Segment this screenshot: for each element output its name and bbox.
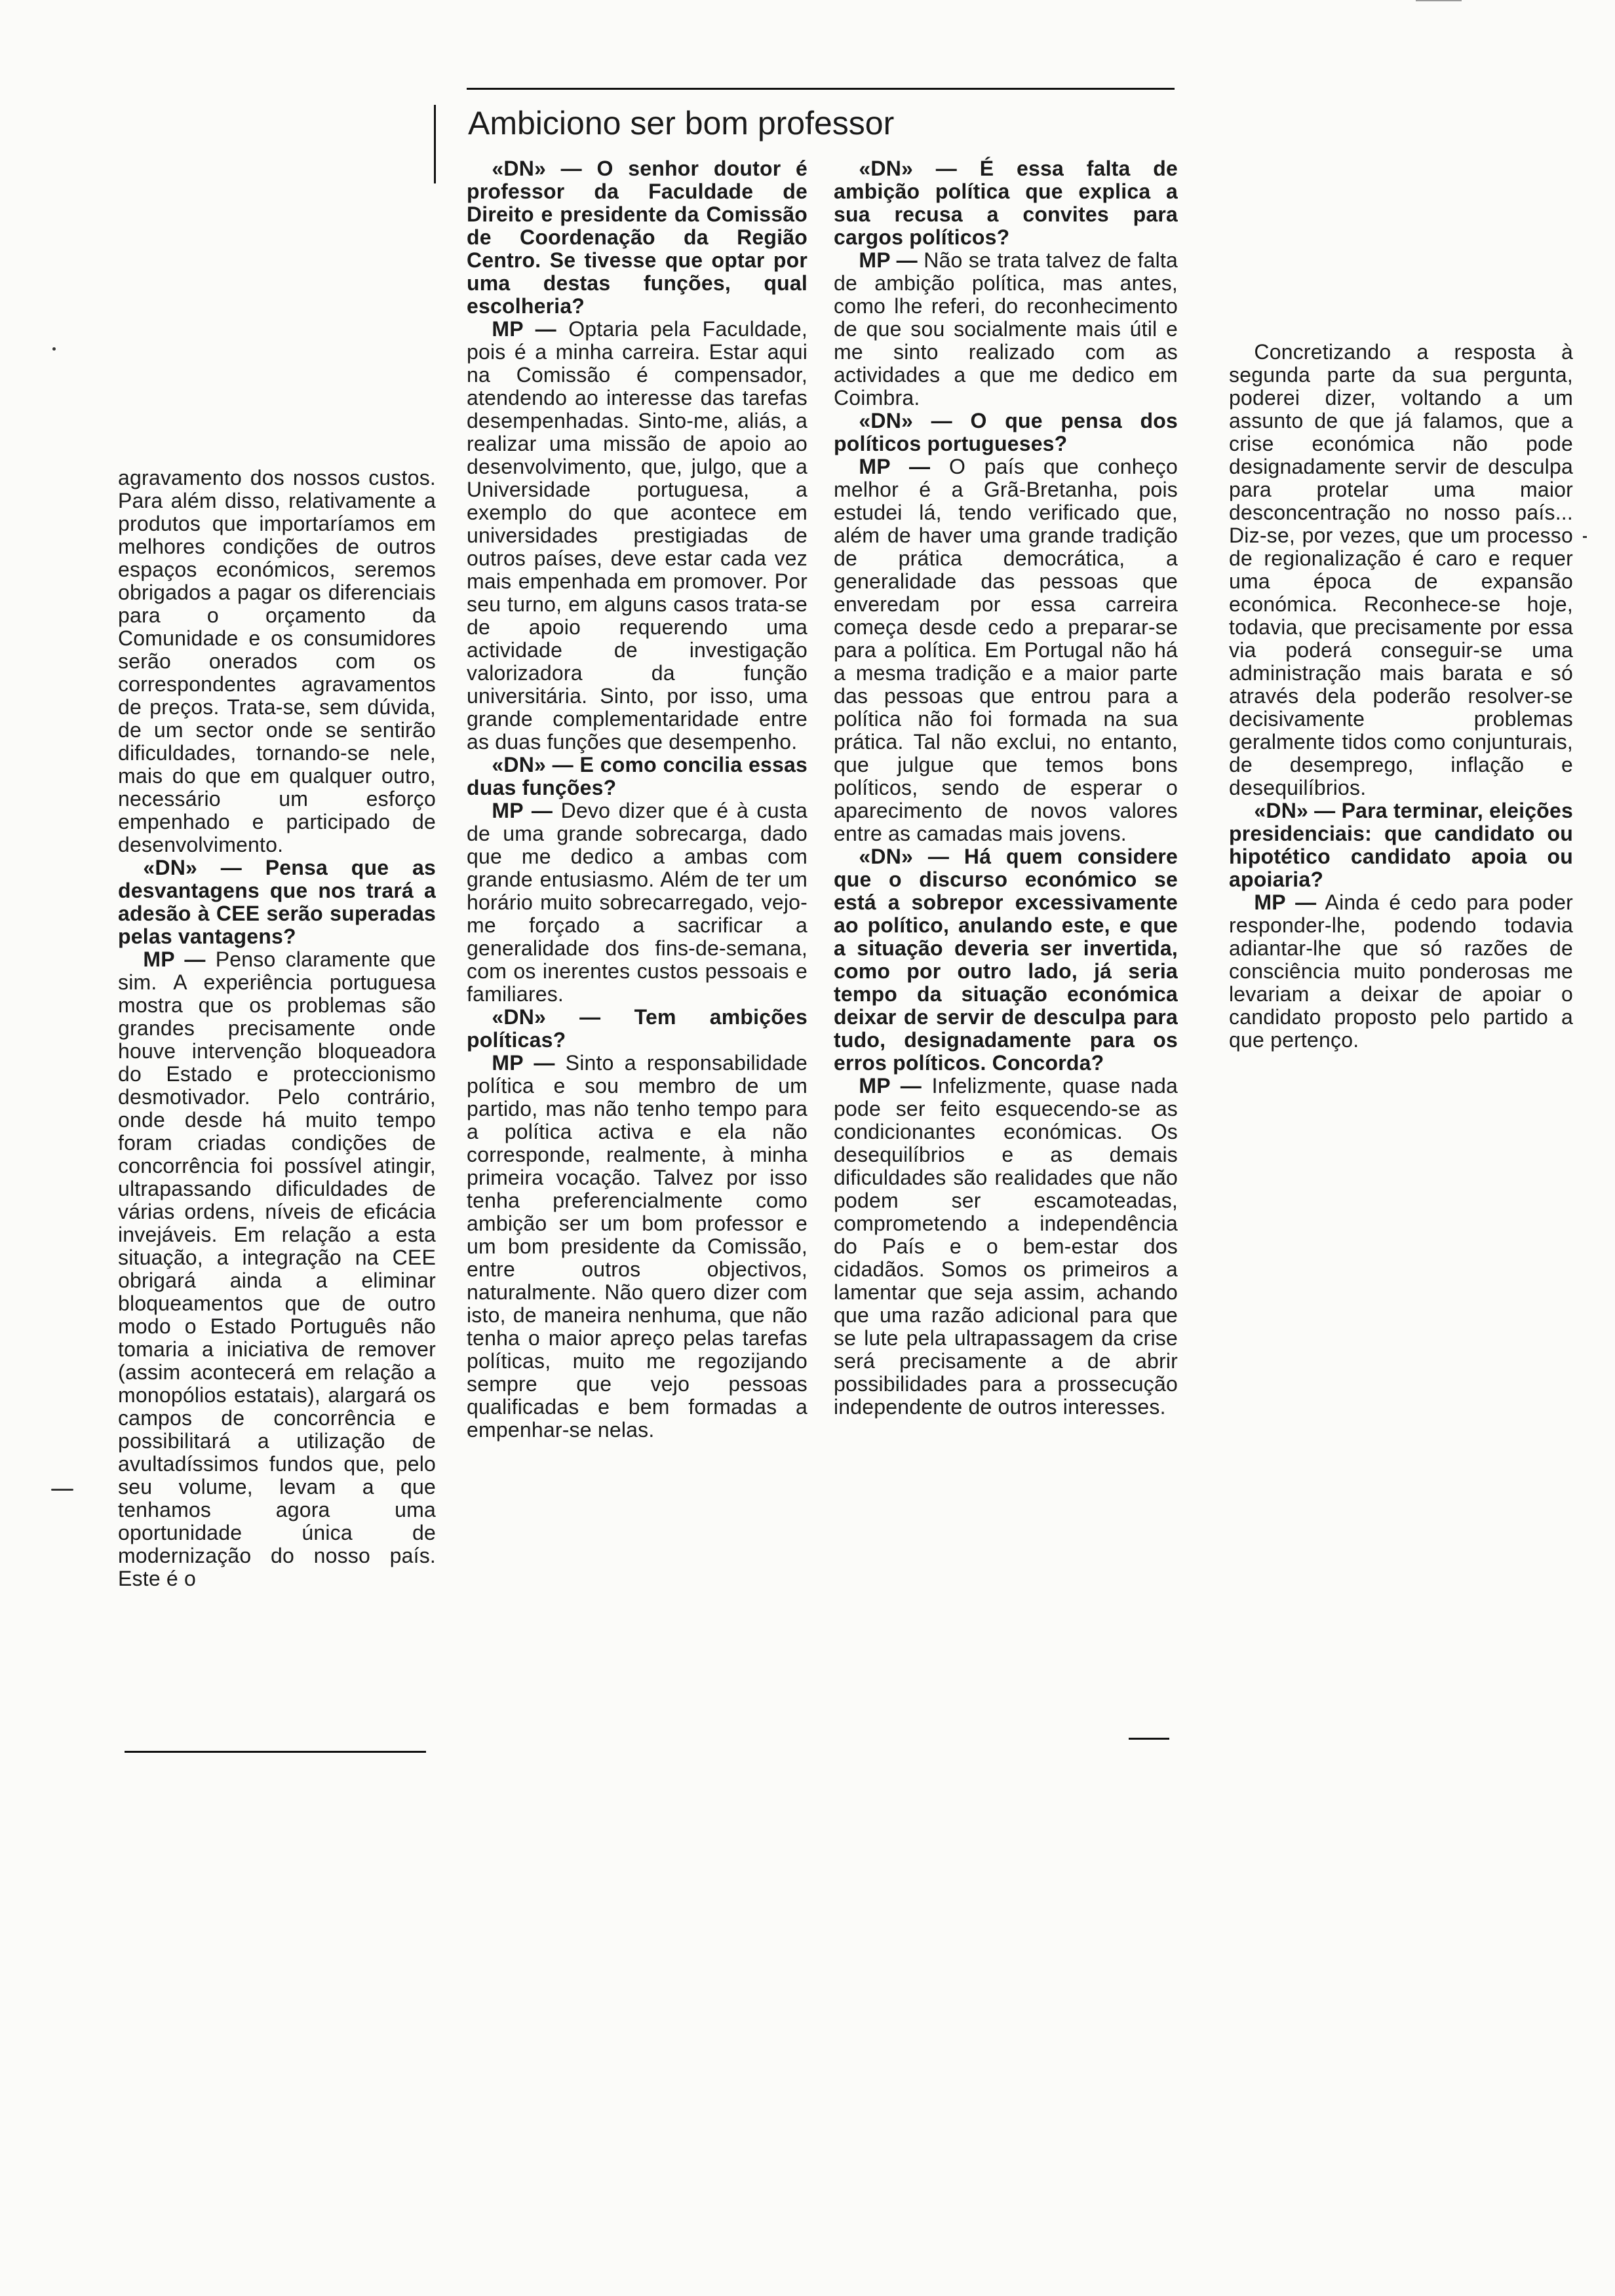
answer-text: Sinto a responsabilidade política e sou membro de um partido, mas não tenho tempo para a política activa e ela não corresponde, realmente, à minha primeira vocação. Talvez por isso tenha preferencialmente como ambição ser um bom professor e um bom presidente da Comissão, entre outros objectivos, naturalmente. Não quero dizer com isto, de maneira nenhuma, que não tenha o maior apreço pelas tarefas políticas, muito me regozijando sempre que vejo pessoas qualificadas e bem formadas a empenhar-se nelas. xyxy=(467,1051,808,1442)
column-3 xyxy=(834,157,1178,1419)
speaker-dn: «DN» — xyxy=(859,157,957,180)
answer-text: Infelizmente, quase nada pode ser feito esquecendo-se as condicionantes económicas. Os desequilíbrios e as demais dificuldades são realidades que não podem ser escamoteadas, comprometendo a independência do País e o bem-estar dos cidadãos. Somos os primeiros a lamentar que seja assim, achando que uma razão adicional para que se lute pela ultrapassagem da crise será precisamente a de abrir possibilidades para a prossecução independente de outros interesses. xyxy=(834,1074,1178,1419)
col1-answer-1 xyxy=(118,948,436,1590)
col3-question-2 xyxy=(834,410,1178,455)
speaker-mp: MP — xyxy=(492,799,553,822)
answer-text: O país que conheço melhor é a Grã-Bretanha, pois estudei lá, tendo verificado que, além de haver uma grande tradição de prática democrática, a generalidade das pessoas que enveredam por essa carreira começa desde cedo a preparar-se para a política. Em Portugal não há a mesma tradição e a maior parte das pessoas que entrou para a política não foi formada na sua prática. Tal não exclui, no entanto, que julgue que temos bons políticos, sendo de esperar o aparecimento de novos valores entre as camadas mais jovens. xyxy=(834,455,1178,845)
col1-question-1 xyxy=(118,856,436,948)
speaker-mp: MP — xyxy=(859,248,918,272)
column-1-bottom-rule xyxy=(125,1751,426,1753)
scan-speck xyxy=(1583,536,1587,538)
speaker-mp: MP — xyxy=(492,317,556,341)
col2-question-1 xyxy=(467,157,808,318)
speaker-mp: MP — xyxy=(859,1074,922,1098)
col3-answer-3 xyxy=(834,1075,1178,1419)
speaker-dn: «DN» — xyxy=(859,845,950,868)
scan-speck xyxy=(52,347,56,351)
speaker-dn: «DN» — xyxy=(859,409,952,432)
col4-question-1 xyxy=(1229,799,1573,891)
speaker-dn: «DN» — xyxy=(492,1005,601,1029)
question-text: É essa falta de ambição política que explica a sua recusa a convites para cargos políticos? xyxy=(834,157,1178,249)
scan-speck xyxy=(1416,0,1462,1)
headline: Ambiciono ser bom professor xyxy=(468,105,895,142)
speaker-dn: «DN» — xyxy=(143,856,242,879)
question-text: Pensa que as desvantagens que nos trará a adesão à CEE serão superadas pelas vantagens? xyxy=(118,856,437,948)
headline-top-rule xyxy=(467,88,1175,90)
column-1 xyxy=(118,467,436,1590)
question-text: Tem ambições políticas? xyxy=(467,1005,808,1052)
col2-answer-2 xyxy=(467,799,808,1006)
speaker-mp: MP — xyxy=(492,1051,555,1075)
column-3-end-mark xyxy=(1129,1738,1169,1740)
col2-question-2 xyxy=(467,754,808,799)
speaker-mp: MP — xyxy=(143,947,206,971)
question-text: O que pensa dos políticos portugueses? xyxy=(834,409,1178,455)
col1-intro: agravamento dos nossos custos. Para além disso, relativamente a produtos que importaríamos em melhores condições de outros espaços económicos, seremos obrigados a pagar os diferenciais para o orçamento da Comunidade e os consumidores serão onerados com os correspondentes agravamentos de preços. Trata-se, sem dúvida, de um sector onde se sentirão dificuldades, tornando-se nele, mais do que em qualquer outro, necessário um esforço empenhado e participado de desenvolvimento. xyxy=(118,466,436,856)
col3-answer-2 xyxy=(834,455,1178,845)
speaker-dn: «DN» — xyxy=(492,157,582,180)
question-text: O senhor doutor é professor da Faculdade de Direito e presidente da Comissão de Coordenação da Região Centro. Se tivesse que optar por uma destas funções, qual escolheria? xyxy=(467,157,808,318)
col3-question-1 xyxy=(834,157,1178,249)
col4-answer-1 xyxy=(1229,891,1573,1052)
col4-intro: Concretizando a resposta à segunda parte da sua pergunta, poderei dizer, voltando a um assunto de que já falamos, que a crise económica não pode designadamente servir de desculpa para protelar uma maior desconcentração no nosso país... Diz-se, por vezes, que um processo de regionalização é caro e requer uma época de expansão económica. Reconhece-se hoje, todavia, que precisamente por essa via poderá conseguir-se uma administração mais barata e só através dela poderão resolver-se decisivamente problemas geralmente tidos como conjunturais, de desemprego, inflação e desequilíbrios. xyxy=(1229,340,1573,799)
answer-text: Penso claramente que sim. A experiência portuguesa mostra que os problemas são grandes precisamente onde houve intervenção bloqueadora do Estado e proteccionismo desmotivador. Pelo contrário, onde desde há muito tempo foram criadas condições de concorrência foi possível atingir, ultrapassando dificuldades de várias ordens, níveis de eficácia invejáveis. Em relação a esta situação, a integração na CEE obrigará ainda a eliminar bloqueamentos que de outro modo o Estado Português não tomaria a iniciativa de remover (assim acontecerá em relação a monopólios estatais), alargará os campos de concorrência e possibilitará a utilização de avultadíssimos fundos que, pelo seu volume, levam a que tenhamos agora uma oportunidade única de modernização do nosso país. Este é o xyxy=(118,947,436,1590)
answer-text: Não se trata talvez de falta de ambição política, mas antes, como lhe referi, do reconhecimento de que sou socialmente mais útil e me sinto realizado com as actividades a que me dedico em Coimbra. xyxy=(834,248,1178,410)
col2-question-3 xyxy=(467,1006,808,1052)
question-text: Há quem considere que o discurso económico se está a sobrepor excessivamente ao político, anulando este, e que a situação deveria ser invertida, como por outro lado, já seria tempo da situação económica deixar de servir de desculpa para tudo, designadamente para os erros políticos. Concorda? xyxy=(834,845,1178,1075)
headline-left-rule xyxy=(434,105,436,183)
col2-answer-3 xyxy=(467,1052,808,1442)
speaker-dn: «DN» — xyxy=(492,753,574,776)
speaker-mp: MP — xyxy=(1254,890,1317,914)
question-text: E como concilia essas duas funções? xyxy=(467,753,808,799)
column-2 xyxy=(467,157,808,1442)
column-4 xyxy=(1229,341,1573,1052)
col2-answer-1 xyxy=(467,318,808,754)
answer-text: Ainda é cedo para poder responder-lhe, podendo todavia adiantar-lhe que só razões de consciência muito ponderosas me levariam a deixar de apoiar o candidato proposto pelo partido a que pertenço. xyxy=(1229,890,1573,1052)
answer-text: Devo dizer que é à custa de uma grande sobrecarga, dado que me dedico a ambas com grande entusiasmo. Além de ter um horário muito sobrecarregado, vejo-me forçado a sacrificar a generalidade dos fins-de-semana, com os inerentes custos pessoais e familiares. xyxy=(467,799,808,1006)
col3-answer-1 xyxy=(834,249,1178,410)
scan-speck xyxy=(51,1489,73,1491)
question-text: Para terminar, eleições presidenciais: que candidato ou hipotético candidato apoia ou apoiaria? xyxy=(1229,799,1574,891)
speaker-mp: MP — xyxy=(859,455,931,478)
col3-question-3 xyxy=(834,845,1178,1075)
answer-text: Optaria pela Faculdade, pois é a minha carreira. Estar aqui na Comissão é compensador, atendendo ao interesse das tarefas desempenhadas. Sinto-me, aliás, a realizar uma missão de apoio ao desenvolvimento, que, julgo, que a Universidade portuguesa, a exemplo do que acontece em universidades prestigiadas de outros países, deve estar cada vez mais empenhada em promover. Por seu turno, em alguns casos trata-se de apoio requerendo uma actividade de investigação valorizadora da função universitária. Sinto, por isso, uma grande complementaridade entre as duas funções que desempenho. xyxy=(467,317,808,754)
speaker-dn: «DN» — xyxy=(1254,799,1336,822)
